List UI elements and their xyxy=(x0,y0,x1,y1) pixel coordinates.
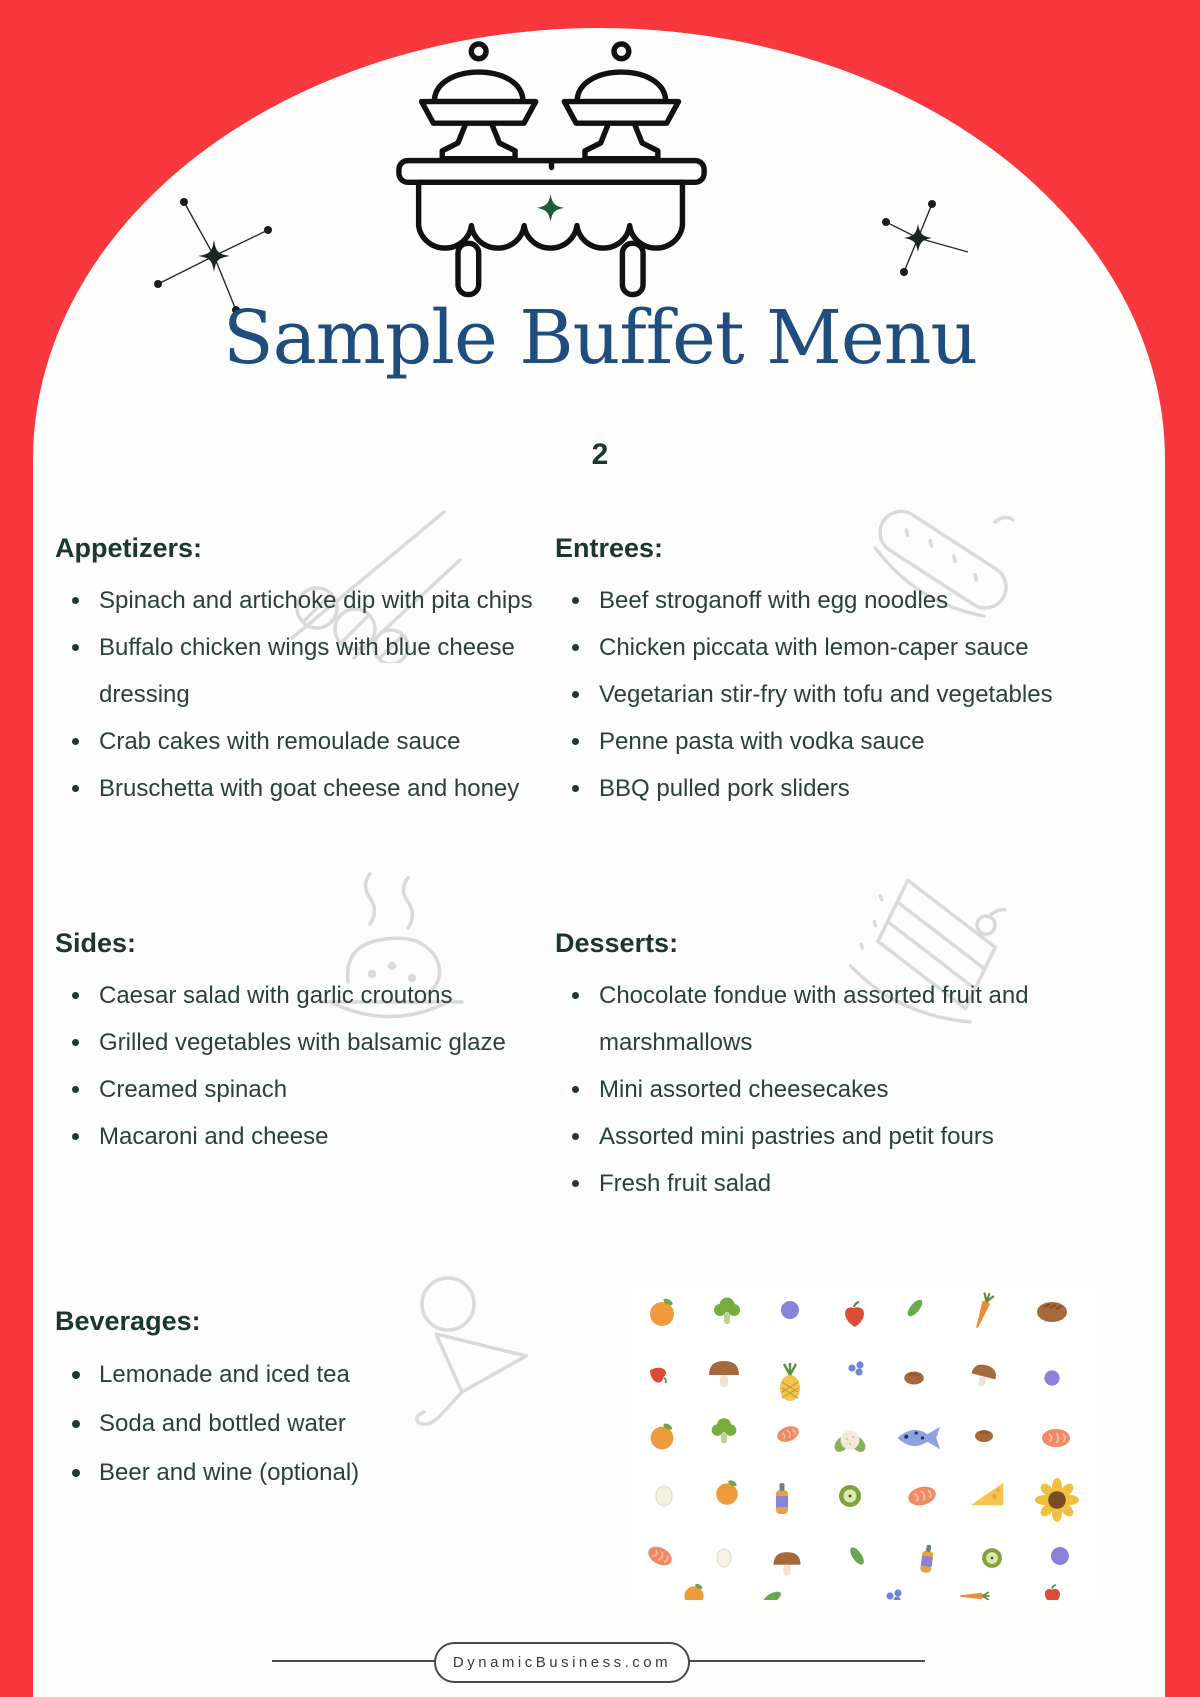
section-beverages xyxy=(55,1305,485,1497)
menu-item: Caesar salad with garlic croutons xyxy=(55,972,547,1019)
menu-item: Spinach and artichoke dip with pita chips xyxy=(55,577,547,624)
buffet-table-icon xyxy=(395,36,710,301)
sparkle-star-right-icon xyxy=(868,192,972,286)
menu-item: Soda and bottled water xyxy=(55,1399,485,1448)
page-title: Sample Buffet Menu xyxy=(222,295,978,381)
food-pattern-illustration xyxy=(632,1288,1096,1600)
menu-item: Chicken piccata with lemon-caper sauce xyxy=(555,624,1070,671)
menu-item: Buffalo chicken wings with blue cheese dressing xyxy=(55,624,547,718)
menu-item: Mini assorted cheesecakes xyxy=(555,1066,1085,1113)
section-heading: Entrees: xyxy=(555,533,664,563)
footer-website-badge xyxy=(434,1642,690,1683)
menu-item: Lemonade and iced tea xyxy=(55,1350,485,1399)
menu-item: Crab cakes with remoulade sauce xyxy=(55,718,547,765)
section-entrees xyxy=(555,532,1070,812)
menu-item: Creamed spinach xyxy=(55,1066,547,1113)
section-heading: Appetizers: xyxy=(55,533,203,563)
section-appetizers xyxy=(55,532,547,812)
section-desserts xyxy=(555,927,1085,1207)
cloche-icon xyxy=(422,44,536,159)
menu-list xyxy=(55,972,547,1160)
section-heading: Desserts: xyxy=(555,928,679,958)
menu-item: Beer and wine (optional) xyxy=(55,1448,485,1497)
menu-item: Grilled vegetables with balsamic glaze xyxy=(55,1019,547,1066)
footer-divider-right xyxy=(685,1660,925,1662)
menu-list xyxy=(55,1350,485,1497)
menu-list xyxy=(555,972,1085,1207)
menu-item: Beef stroganoff with egg noodles xyxy=(555,577,1070,624)
menu-item: Vegetarian stir-fry with tofu and vegetables xyxy=(555,671,1070,718)
page-number: 2 xyxy=(591,438,609,471)
section-sides xyxy=(55,927,547,1160)
menu-list xyxy=(555,577,1070,812)
menu-item: Chocolate fondue with assorted fruit and marshmallows xyxy=(555,972,1085,1066)
menu-item: BBQ pulled pork sliders xyxy=(555,765,1070,812)
menu-item: Macaroni and cheese xyxy=(55,1113,547,1160)
menu-item: Bruschetta with goat cheese and honey xyxy=(55,765,547,812)
footer-website-text: DynamicBusiness.com xyxy=(452,1654,672,1671)
footer-divider-left xyxy=(272,1660,437,1662)
section-heading: Beverages: xyxy=(55,1306,201,1336)
menu-item: Fresh fruit salad xyxy=(555,1160,1085,1207)
menu-list xyxy=(55,577,547,812)
section-heading: Sides: xyxy=(55,928,137,958)
menu-item: Assorted mini pastries and petit fours xyxy=(555,1113,1085,1160)
cloche-icon xyxy=(564,44,678,159)
menu-item: Penne pasta with vodka sauce xyxy=(555,718,1070,765)
